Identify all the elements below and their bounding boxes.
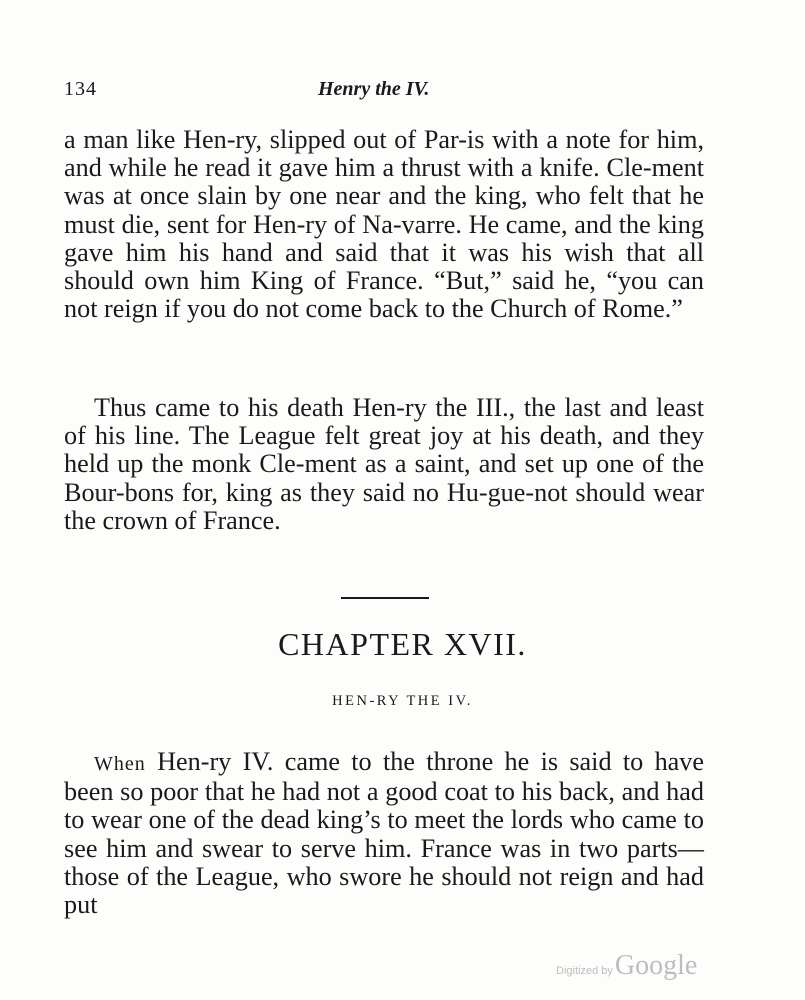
paragraph-continued: a man like Hen-ry, slipped out of Par-is with a note for him, and while he read it gave him a thrust with a knife. Cle-ment was at once slain by one near and the king, who felt that he must die, sent for Hen-ry of Na-varre. He came, and the king gave him his hand and said that it was his wish that all should own him King of France. “But,” said he, “you can not reign if you do not come back to the Church of Rome.” [64,125,704,324]
opening-text: Hen-ry IV. came to the throne he is said to have been so poor that he had not a good coat to his back, and had to wear one of the dead king’s to meet the lords who came to see him and swear to serve him. France was in two parts—those of the League, who swore he should not reign and had put [64,747,705,920]
chapter-subtitle: HEN-RY THE IV. [332,693,473,709]
paragraph-death-of-henry-iii: Thus came to his death Hen-ry the III., the last and least of his line. The League felt great joy at his death, and they held up the monk Cle-ment as a saint, and set up one of the Bour-bons for, king as they said no Hu-gue-not should wear the crown of France. [64,393,704,535]
digitized-watermark [556,950,697,982]
chapter-title: CHAPTER XVII. [278,626,527,662]
opening-word: When [94,753,146,775]
page-number: 134 [64,78,97,100]
running-title: Henry the IV. [318,78,430,100]
watermark-prefix: Digitized by [556,965,613,977]
section-divider [341,597,429,599]
watermark-logo: Google [614,950,698,981]
chapter-opening-paragraph [64,748,704,919]
page-header [64,78,704,108]
